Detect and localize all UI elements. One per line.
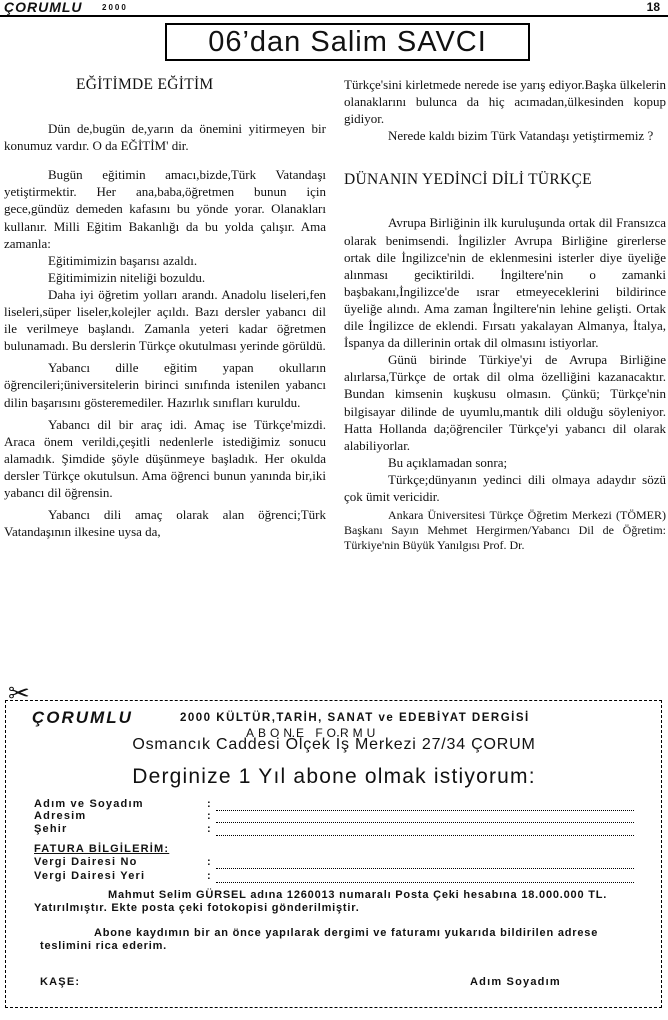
magazine-logo: ÇORUMLU — [4, 0, 83, 15]
request-note: Abone kaydımın bir an önce yapılarak dergimi ve faturamı yukarıda bildirilen adrese teslimini rica ederim. — [40, 927, 599, 952]
city-field-label: Şehir — [34, 823, 68, 835]
right-column — [344, 76, 666, 553]
signature-label: Adım Soyadım — [470, 976, 561, 988]
city-field-colon: : — [207, 823, 211, 835]
issue-year: 2000 — [102, 3, 128, 12]
left-paragraph: Yabancı dille eğitim yapan okulların öğrencileri;üniversitelerin birinci sınıfında istenilen yabancı dilin başarısını gösteremediler. Hazırlık sınıfları kuruldu. — [4, 360, 326, 410]
right-paragraph: Türkçe'sini kirletmede nerede ise yarış ediyor.Başka ülkelerin olanaklarını bulunca da hiç acımadan,ülkesinden kopup gidiyor. — [344, 77, 666, 127]
billing-heading: FATURA BİLGİLERİM: — [34, 843, 170, 855]
tax-office-label: Vergi Dairesi No — [34, 856, 138, 868]
right-paragraph: Nerede kaldı bizim Türk Vatandaşı yetiştirmemiz ? — [388, 128, 654, 144]
coupon-magazine-title: 2000 KÜLTÜR,TARİH, SANAT ve EDEBİYAT DERGİSİ — [180, 712, 530, 724]
right-paragraph: Türkçe;dünyanın yedinci dili olmaya adaydır sözü çok ümit vericidir. — [344, 471, 666, 504]
page-number: 18 — [646, 0, 660, 14]
address-field[interactable] — [216, 822, 634, 823]
left-paragraph: Daha iyi öğretim yolları arandı. Anadolu liseleri,fen liseleri,süper liseler,kolejler açıldı. Bazı dersler yabancı dil ile verilmeye başlandı. Zamanla yeteri kadar öğretmen bulunamadı. Bu derslerin Türkçe okutulması yerinde görüldü. — [4, 286, 326, 354]
article-title-box — [165, 23, 530, 61]
left-heading: EĞİTİMDE EĞİTİM — [76, 76, 214, 93]
tax-office-colon: : — [207, 856, 211, 868]
address-field-colon: : — [207, 810, 211, 822]
left-paragraph: Yabancı dil bir araç idi. Amaç ise Türkçe'mizdi. Araca önem verildi,çeşitli nedenlerle istediğimiz sonucu alamadık. Şimdide şöyle düşünmeye başladık. Her okulda dersler Türkçe okutulsun. Ama öğrenci bunun yanında bir,iki yabancı dil öğrensin. — [4, 416, 326, 500]
stamp-label: KAŞE: — [40, 976, 81, 988]
left-paragraph: Dün de,bugün de,yarın da önemini yitirmeyen bir konumuz vardır. O da EĞİTİM' dir. — [4, 121, 326, 154]
coupon-headline: Derginize 1 Yıl abone olmak istiyorum: — [132, 765, 536, 788]
right-paragraph: Bu açıklamadan sonra; — [388, 454, 508, 470]
right-paragraph: Avrupa Birliğinin ilk kuruluşunda ortak dil Fransızca olarak benimsendi. İngilizler Avrupa Birliğine girerlerse ortak dile İngilizce'nin de eklenmesini isterler diye üyeliğe alınması geciktirildi. İngiltere'nin o zamanki başbakanı,İngilizce'de ısrar etmeyeceklerini bildirince üyeliğe alındı. Ama zaman İngiltere'nin lehine gelişti. Ortak dile İngilizce de eklendi. Fırsatı yakalayan Almanya, İtalya, İspanya da dillerinin ortak dil olmasını istiyorlar. — [344, 215, 666, 351]
name-field-label: Adım ve Soyadım — [34, 798, 144, 810]
left-paragraph: Eğitimimizin niteliği bozuldu. — [48, 269, 206, 285]
right-paragraph: Günü birinde Türkiye'yi de Avrupa Birliğine alırlarsa,Türkçe de ortak dil olma özelliğini kazanacaktır. Bundan kimsenin kuşkusu olmasın. Çünkü; Türkçe'nin bilgisayar dilinde de uyumlu,mantık dili olduğu söyleniyor. Hatta Hollanda da;öğrenciler Türkçe'yi yabancı dil olarak alabiliyorlar. — [344, 352, 666, 453]
payment-note: Mahmut Selim GÜRSEL adına 1260013 numaralı Posta Çeki hesabına 18.000.000 TL. Yatırılmıştır. Ekte posta çeki fotokopisi gönderilmiştir. — [34, 889, 608, 914]
right-heading: DÜNANIN YEDİNCİ DİLİ TÜRKÇE — [344, 171, 592, 189]
coupon-form-title: ABONE FORMU — [246, 726, 380, 740]
coupon-logo: ÇORUMLU — [32, 708, 133, 727]
city-field[interactable] — [216, 835, 634, 836]
address-field-label: Adresim — [34, 810, 87, 822]
left-column — [4, 76, 326, 540]
left-paragraph: Bugün eğitimin amacı,bizde,Türk Vatandaşı yetiştirmektir. Her ana,baba,öğretmen bunun için gece,gündüz demeden kafasını bu yönde yorar. Olanakları kullanır. Milli Eğitim Bakanlığı da bu yolda çalışır. Ama zamanla: — [4, 167, 326, 251]
left-paragraph: Yabancı dili amaç olarak alan öğrenci;Türk Vatandaşının ilkesine uysa da, — [4, 507, 326, 540]
tax-place-label: Vergi Dairesi Yeri — [34, 870, 146, 882]
name-field[interactable] — [216, 810, 634, 811]
left-paragraph: Eğitimimizin başarısı azaldı. — [48, 252, 198, 268]
source-credit: Ankara Üniversitesi Türkçe Öğretim Merkezi (TÖMER) Başkanı Sayın Mehmet Hergirmen/Yabancı Dil de Öğretim: Türkiye'nin Büyük Yanılgısı Prof. Dr. — [344, 508, 666, 553]
name-field-colon: : — [207, 798, 211, 810]
scissors-icon: ✂ — [8, 679, 30, 708]
header-rule — [0, 15, 668, 17]
coupon-address: Osmancık Caddesi Ölçek İş Merkezi 27/34 ÇORUM — [132, 736, 536, 753]
tax-office-field[interactable] — [216, 868, 634, 869]
tax-place-colon: : — [207, 870, 211, 882]
tax-place-field[interactable] — [216, 882, 634, 883]
article-title: 06’dan Salim SAVCI — [208, 25, 487, 58]
